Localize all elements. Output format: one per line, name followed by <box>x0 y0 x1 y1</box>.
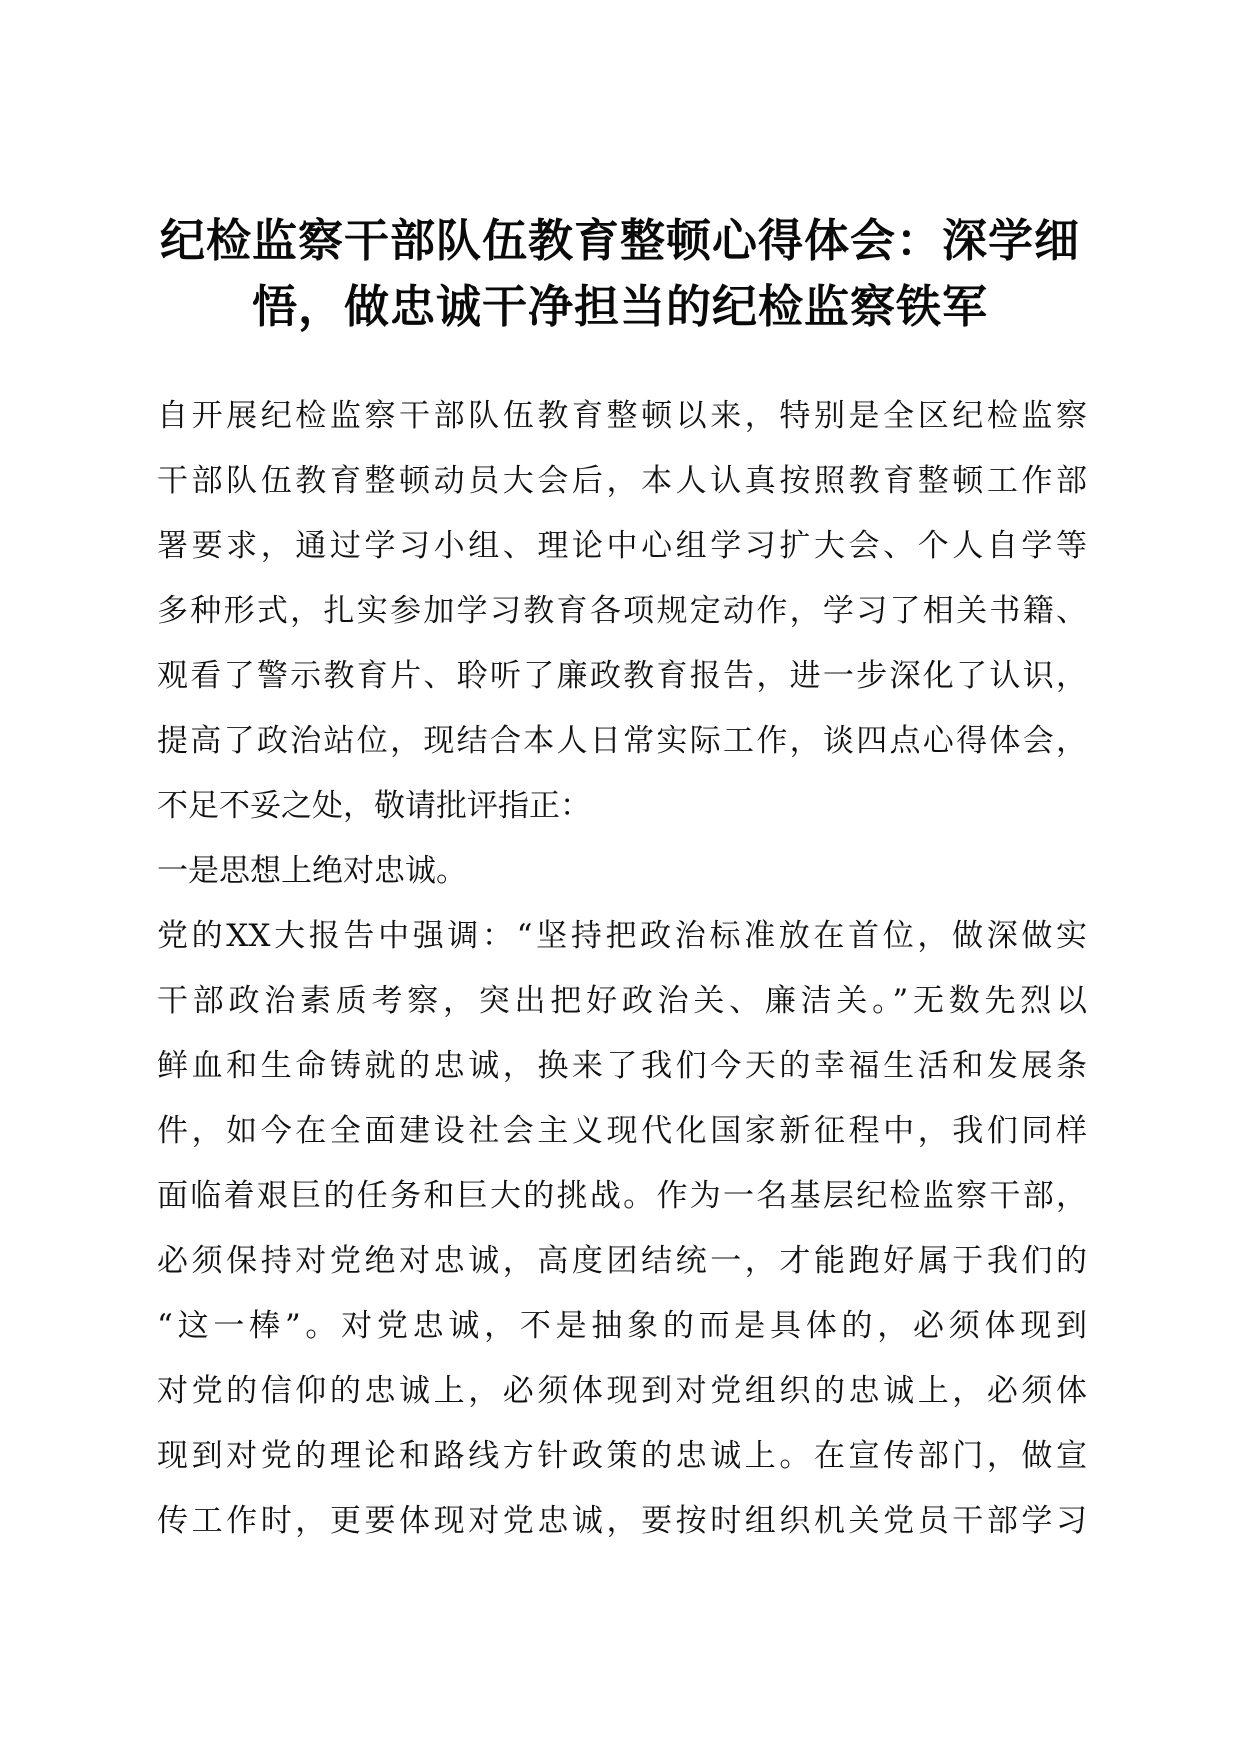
document-body <box>157 384 1087 1554</box>
paragraph-line: 署要求，通过学习小组、理论中心组学习扩大会、个人自学等 <box>157 528 1087 564</box>
paragraph-line: 传工作时，更要体现对党忠诚，要按时组织机关党员干部学习 <box>157 1503 1087 1539</box>
section-heading: 一是思想上绝对忠诚。 <box>157 853 467 889</box>
paragraph-line: 多种形式，扎实参加学习教育各项规定动作，学习了相关书籍、 <box>157 593 1087 629</box>
paragraph-line: 干部队伍教育整顿动员大会后，本人认真按照教育整顿工作部 <box>157 463 1087 499</box>
paragraph-line: 干部政治素质考察，突出把好政治关、廉洁关。”无数先烈以 <box>157 983 1087 1019</box>
paragraph-line: 件，如今在全面建设社会主义现代化国家新征程中，我们同样 <box>157 1113 1087 1149</box>
paragraph-line: “这一棒”。对党忠诚，不是抽象的而是具体的，必须体现到 <box>157 1308 1087 1344</box>
paragraph-line: 面临着艰巨的任务和巨大的挑战。作为一名基层纪检监察干部， <box>157 1178 1087 1214</box>
paragraph-line: 鲜血和生命铸就的忠诚，换来了我们今天的幸福生活和发展条 <box>157 1048 1087 1084</box>
paragraph-line: 不足不妥之处，敬请批评指正： <box>157 788 591 824</box>
paragraph-line: 观看了警示教育片、聆听了廉政教育报告，进一步深化了认识， <box>157 658 1087 694</box>
paragraph-line: 必须保持对党绝对忠诚，高度团结统一，才能跑好属于我们的 <box>157 1243 1087 1279</box>
paragraph-line: 自开展纪检监察干部队伍教育整顿以来，特别是全区纪检监察 <box>157 398 1087 434</box>
paragraph-line: 提高了政治站位，现结合本人日常实际工作，谈四点心得体会， <box>157 723 1087 759</box>
title-line: 悟，做忠诚干净担当的纪检监察铁军 <box>251 280 988 333</box>
paragraph-line: 现到对党的理论和路线方针政策的忠诚上。在宣传部门，做宣 <box>157 1438 1087 1474</box>
title-line: 纪检监察干部队伍教育整顿心得体会：深学细 <box>159 214 1080 267</box>
paragraph-line: 对党的信仰的忠诚上，必须体现到对党组织的忠诚上，必须体 <box>157 1373 1087 1409</box>
document-title <box>150 208 1090 340</box>
paragraph-line: 党的XX大报告中强调：“坚持把政治标准放在首位，做深做实 <box>157 918 1087 954</box>
